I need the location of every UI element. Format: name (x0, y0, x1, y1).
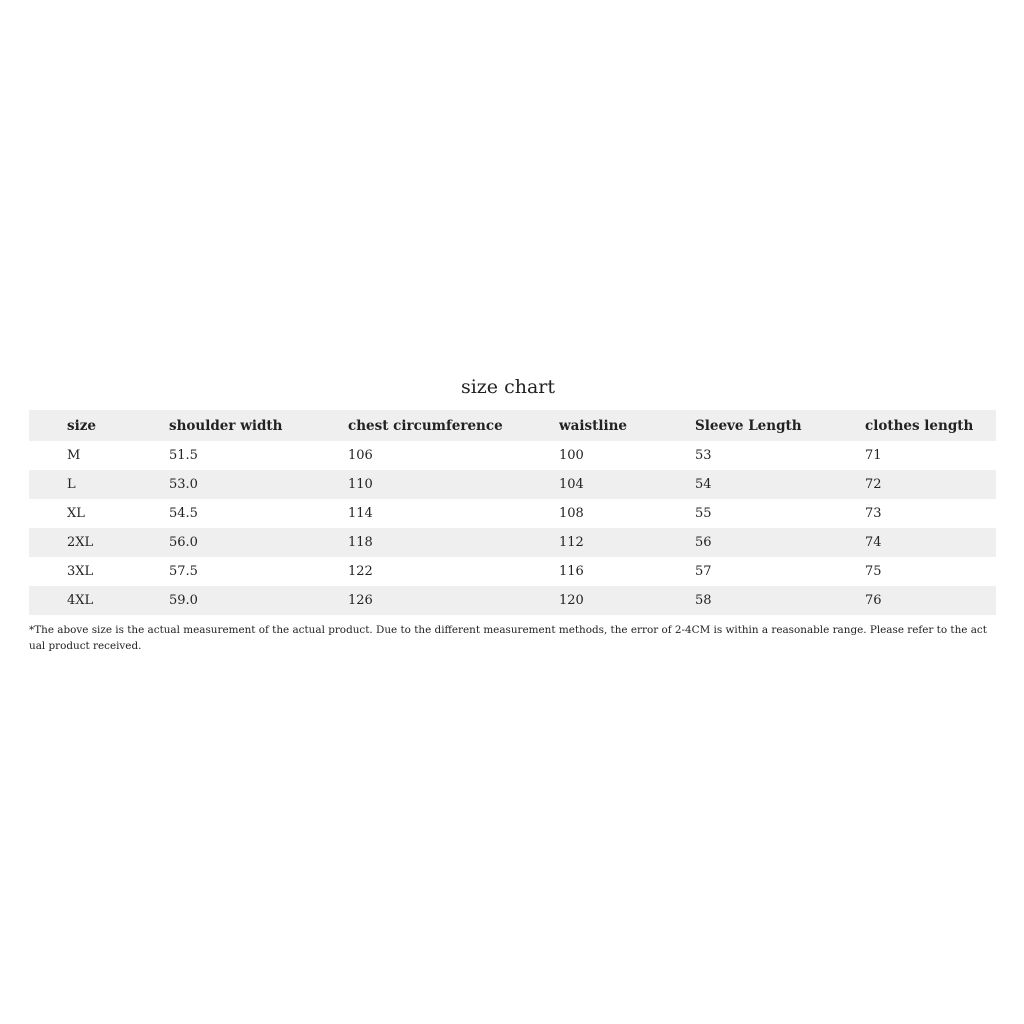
header-shoulder-width: shoulder width (169, 417, 283, 434)
cell-sleeve-length: 53 (695, 448, 712, 463)
cell-clothes-length: 71 (865, 448, 882, 463)
chart-title: size chart (460, 376, 556, 398)
cell-waistline: 116 (559, 564, 584, 579)
header-chest-circumference: chest circumference (348, 417, 503, 434)
cell-shoulder-width: 56.0 (169, 535, 198, 550)
cell-shoulder-width: 51.5 (169, 448, 198, 463)
measurement-note: *The above size is the actual measurement of the actual product. Due to the different measurement methods, the error of 2-4CM is within a reasonable range. Please refer to the actual product received. (29, 624, 987, 652)
cell-clothes-length: 72 (865, 477, 882, 492)
cell-shoulder-width: 54.5 (169, 506, 198, 521)
table-row (29, 499, 996, 528)
cell-chest-circumference: 118 (348, 535, 373, 550)
cell-size: 2XL (67, 535, 94, 550)
cell-clothes-length: 74 (865, 535, 882, 550)
cell-size: 4XL (67, 593, 94, 608)
cell-waistline: 120 (559, 593, 584, 608)
cell-size: M (67, 448, 81, 463)
gutter-cell (29, 499, 67, 528)
cell-chest-circumference: 106 (348, 448, 373, 463)
gutter-cell (29, 528, 67, 557)
header-sleeve-length: Sleeve Length (695, 417, 802, 434)
cell-sleeve-length: 55 (695, 506, 712, 521)
table-row (29, 557, 996, 586)
cell-chest-circumference: 114 (348, 506, 373, 521)
cell-waistline: 108 (559, 506, 584, 521)
header-size: size (67, 417, 96, 434)
cell-waistline: 112 (559, 535, 584, 550)
cell-sleeve-length: 56 (695, 535, 712, 550)
cell-chest-circumference: 122 (348, 564, 373, 579)
cell-clothes-length: 73 (865, 506, 882, 521)
table-row (29, 528, 996, 557)
cell-clothes-length: 76 (865, 593, 882, 608)
gutter-cell (29, 557, 67, 586)
gutter-cell (29, 441, 67, 470)
table-row (29, 586, 996, 615)
table-row (29, 441, 996, 470)
header-row (29, 410, 996, 441)
cell-sleeve-length: 58 (695, 593, 712, 608)
cell-size: L (67, 477, 76, 492)
gutter-cell (29, 410, 67, 441)
cell-size: 3XL (67, 564, 94, 579)
cell-sleeve-length: 54 (695, 477, 712, 492)
cell-shoulder-width: 53.0 (169, 477, 198, 492)
size-chart-table (29, 410, 996, 615)
cell-size: XL (67, 506, 85, 521)
header-clothes-length: clothes length (865, 417, 974, 434)
cell-shoulder-width: 57.5 (169, 564, 198, 579)
cell-chest-circumference: 110 (348, 477, 373, 492)
cell-waistline: 100 (559, 448, 584, 463)
cell-sleeve-length: 57 (695, 564, 712, 579)
cell-clothes-length: 75 (865, 564, 882, 579)
gutter-cell (29, 470, 67, 499)
cell-shoulder-width: 59.0 (169, 593, 198, 608)
cell-chest-circumference: 126 (348, 593, 373, 608)
table-row (29, 470, 996, 499)
gutter-cell (29, 586, 67, 615)
cell-waistline: 104 (559, 477, 584, 492)
header-waistline: waistline (559, 417, 627, 434)
